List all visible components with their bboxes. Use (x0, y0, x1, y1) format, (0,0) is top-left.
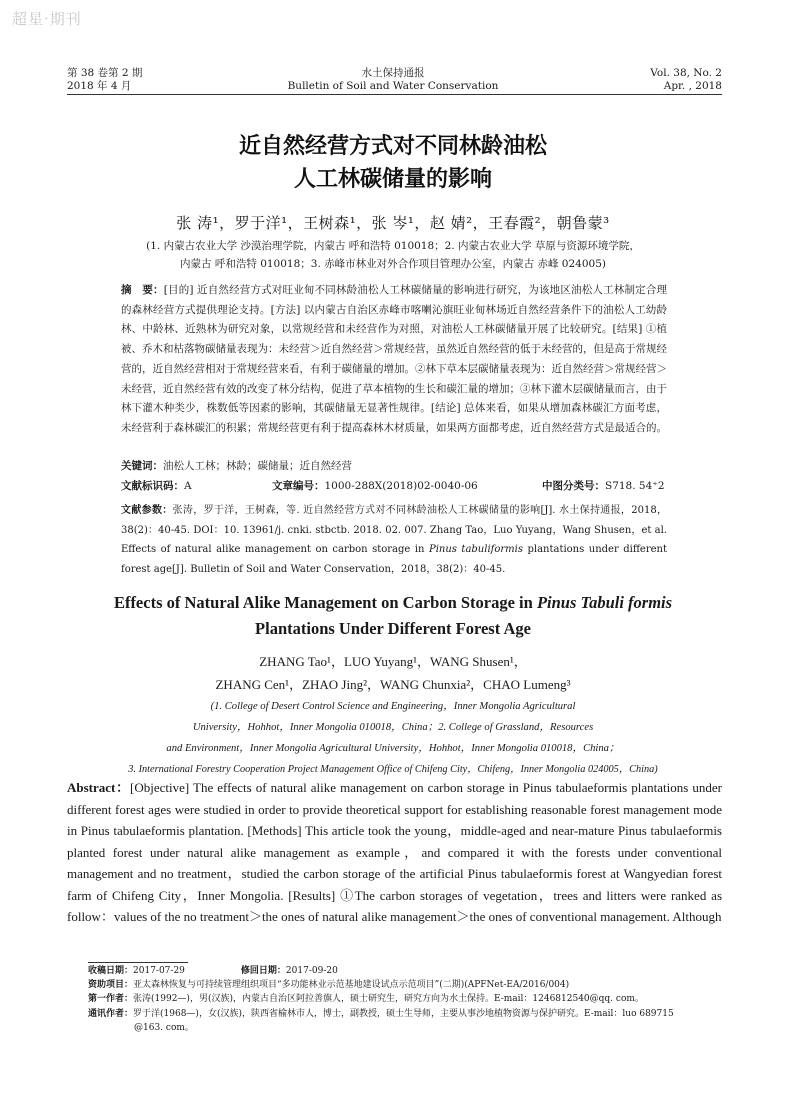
title-cn-line-1: 近自然经营方式对不同林龄油松 (238, 134, 547, 159)
authors-en (0, 650, 786, 696)
header-divider (67, 94, 722, 95)
citation-block (121, 501, 667, 579)
authors-cn: 张 涛¹，罗于洋¹，王树森¹，张 岑¹，赵 婧²，王春霞²，朝鲁蒙³ (176, 214, 610, 232)
header-right (650, 67, 722, 93)
keywords-cn-text: 油松人工林；林龄；碳储量；近自然经营 (163, 460, 352, 472)
affiliation-en-line-1: (1. College of Desert Control Science and Engineering，Inner Mongolia Agricultural (210, 701, 576, 712)
footnote-corresponding-author (88, 1007, 728, 1021)
citation-en-part-1: Zhang Tao，Luo Yuyang，Wang Shusen，et al. Effects of natural alike management on carbon storage in (121, 524, 667, 556)
fund-label: 资助项目： (88, 980, 134, 991)
affiliation-cn-line-1: (1. 内蒙古农业大学 沙漠治理学院，内蒙古 呼和浩特 010018；2. 内蒙古农业大学 草原与资源环境学院， (146, 240, 640, 252)
corresponding-author-email-cont: @163. com。 (134, 1022, 194, 1033)
title-cn-line-2: 人工林碳储量的影响 (293, 167, 492, 192)
article-number-label: 文章编号： (272, 480, 325, 492)
citation-cn: 张涛，罗于洋，王树森，等. 近自然经营方式对不同林龄油松人工林碳储量的影响[J]. 水土保持通报，2018，38(2)：40-45. DOI：10. 13961/j. cnki. stbctb. 2018. 02. 007. (121, 505, 667, 536)
footnote-first-author (88, 992, 728, 1006)
title-en-line-1-text: Effects of Natural Alike Management on Carbon Storage in (113, 593, 537, 612)
first-author-label: 第一作者： (88, 994, 134, 1005)
clc-number (542, 478, 665, 493)
citation-label: 文献参数： (121, 505, 173, 516)
volume-issue: 第 38 卷第 2 期 (67, 67, 143, 79)
doc-code-label: 文献标识码： (121, 480, 184, 492)
paper-title-en (0, 590, 786, 642)
title-en-species: Pinus Tabuli formis (536, 593, 673, 612)
first-author-text: 张涛(1992—)，男(汉族)，内蒙古自治区阿拉善旗人，硕士研究生，研究方向为水土保持。E-mail：1246812540@qq. com。 (133, 994, 644, 1005)
abstract-cn (121, 281, 667, 439)
citation-en-species: Pinus tabuliformis (428, 544, 523, 556)
received-date: 2017-07-29 (133, 966, 185, 976)
watermark-logo: 超星·期刊 (12, 10, 82, 28)
footnote-divider (88, 962, 188, 963)
revised-label: 修回日期： (240, 966, 286, 976)
revised-date: 2017-09-20 (285, 966, 338, 976)
keywords-cn (121, 458, 352, 473)
publication-date-en: Apr. , 2018 (663, 80, 722, 92)
corresponding-author-label: 通讯作者： (88, 1008, 134, 1019)
journal-name-en: Bulletin of Soil and Water Conservation (287, 80, 499, 92)
authors-en-line-2: ZHANG Cen¹，ZHAO Jing²，WANG Chunxia²，CHAO Lumeng³ (215, 677, 571, 692)
citation-en-part-2: plantations under different forest age[J]. Bulletin of Soil and Water Conservation，2018，38(2)：40-45. (121, 544, 668, 575)
corresponding-author-text: 罗于洋(1968—)，女(汉族)，陕西省榆林市人，博士，副教授，硕士生导师，主要从事沙地植物资源与保护研究。E-mail：luo 689715 (133, 1008, 674, 1019)
footnote-dates (88, 964, 728, 978)
authors-en-line-1: ZHANG Tao¹，LUO Yuyang¹，WANG Shusen¹， (259, 654, 527, 669)
clc-number-value: S718. 54⁺2 (605, 480, 665, 492)
keywords-cn-label: 关键词： (121, 460, 163, 472)
received-label: 收稿日期： (88, 966, 134, 976)
abstract-cn-label: 摘 要： (121, 284, 164, 296)
article-number (272, 478, 478, 493)
journal-name-cn: 水土保持通报 (361, 67, 425, 79)
abstract-en (67, 777, 722, 928)
clc-number-label: 中图分类号： (542, 480, 605, 492)
article-number-value: 1000-288X(2018)02-0040-06 (324, 480, 478, 492)
title-en-line-1 (0, 590, 786, 616)
affiliations-en (0, 696, 786, 780)
paper-title-cn (0, 130, 786, 196)
publication-date: 2018 年 4 月 (67, 80, 132, 92)
affiliations-cn (0, 237, 786, 273)
affiliation-en-line-2: University，Hohhot，Inner Mongolia 010018，China；2. College of Grassland，Resources (192, 722, 594, 733)
footnote-fund (88, 978, 728, 992)
abstract-cn-text: [目的] 近自然经营方式对旺业甸不同林龄油松人工林碳储量的影响进行研究，为该地区油松人工林制定合理的森林经营方式提供理论支持。[方法] 以内蒙古自治区赤峰市喀喇沁旗旺业甸林场近自然经营条件下的油松人工幼龄林、中龄林、近熟林为研究对象，以常规经营和未经营作为对照，对油松人工林碳储量开展了比较研究。[结果] ①植被、乔木和枯落物碳储量表现为：未经营＞近自然经营＞常规经营，虽然近自然经营的低于未经营的，但是高于常规经营的，近自然经营相对于常规经营来看，有利于碳储量的增加。②林下草本层碳储量表现为：近自然经营＞常规经营＞未经营，近自然经营有效的改变了林分结构，促进了草本植物的生长和碳汇量的增加；③林下灌木层碳储量而言，由于林下灌木种类少，株数低等因素的影响，其碳储量无显著性规律。[结论] 总体来看，如果从增加森林碳汇方面考虑，未经营利于森林碳汇的积累；常规经营更有利于提高森林木材质量，如果两方面都考虑，近自然经营方式是最适合的。 (121, 284, 668, 434)
affiliation-en-line-4: 3. International Forestry Cooperation Project Management Office of Chifeng City，Chifeng，Inner Mongolia 024005，China) (128, 764, 658, 775)
affiliation-cn-line-2: 内蒙古 呼和浩特 010018；3. 赤峰市林业对外合作项目管理办公室，内蒙古 赤峰 024005) (180, 258, 606, 270)
doc-code-value: A (184, 480, 192, 492)
fund-text: 亚太森林恢复与可持续管理组织项目“多功能林业示范基地建设试点示范项目”(二期)(APFNet-EA/2016/004) (133, 980, 570, 991)
abstract-en-label: Abstract： (67, 780, 130, 795)
doc-code (121, 478, 192, 493)
volume-issue-en: Vol. 38, No. 2 (650, 67, 722, 79)
affiliation-en-line-3: and Environment，Inner Mongolia Agricultural University，Hohhot，Inner Mongolia 010018，China； (166, 743, 620, 754)
title-en-line-2: Plantations Under Different Forest Age (255, 619, 531, 638)
abstract-en-text: [Objective] The effects of natural alike management on carbon storage in Pinus tabulaeformis plantations under different forest ages were studied in order to provide theoretical support for establishing reasonable forest management mode in Pinus tabulaeformis plantation. [Methods] This article took the young，middle-aged and near-mature Pinus tabulaeformis planted forest under natural alike management as example，and compared it with the forests under conventional management and no treatment，studied the carbon storage of the artificial Pinus tabulaeformis forest at Wangyedian forest farm of Chifeng City，Inner Mongolia. [Results] ①The carbon storages of vegetation，trees and litters were ranked as follow：values of the no treatment＞the ones of natural alike management＞the ones of conventional management. Although (67, 780, 722, 924)
footnote-block (88, 964, 728, 1035)
